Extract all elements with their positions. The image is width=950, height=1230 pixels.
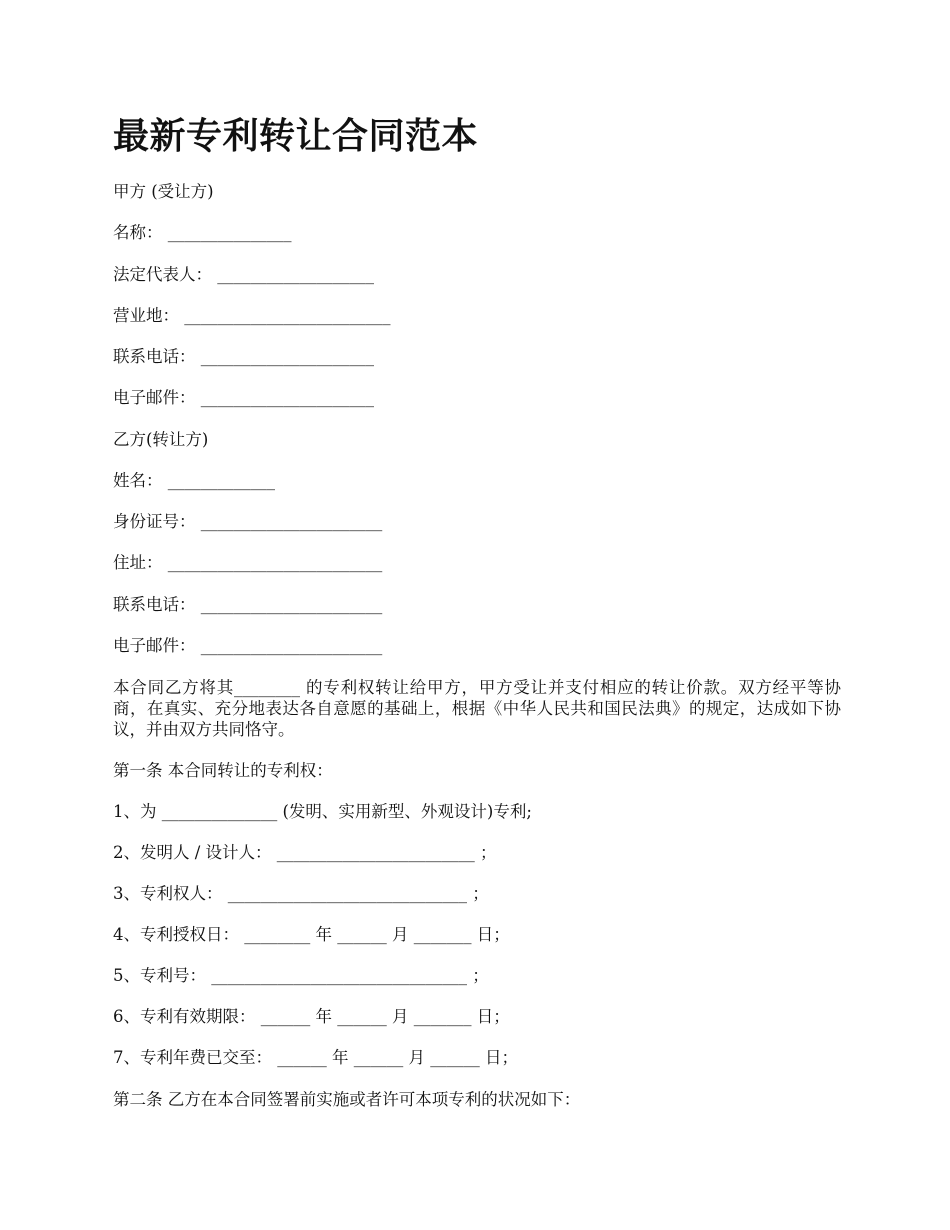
party-b-name-field: 姓名： _____________ (113, 471, 275, 490)
article-1-item: 6、专利有效期限： ______ 年 ______ 月 _______ 日； (113, 1007, 510, 1026)
party-a-email-field: 电子邮件： _____________________ (113, 388, 374, 407)
party-b-email-field: 电子邮件： ______________________ (113, 636, 383, 655)
article-1-item: 3、专利权人： _____________________________ ； (113, 884, 489, 903)
article-1-item: 7、专利年费已交至： ______ 年 ______ 月 ______ 日； (113, 1048, 518, 1067)
contract-preamble: 本合同乙方将其________ 的专利权转让给甲方，甲方受让并支付相应的转让价款。双方经平等协商，在真实、充分地表达各自意愿的基础上，根据《中华人民共和国民法典》的规定，达成如下协议，并由双方共同恪守。 (113, 678, 841, 739)
party-a-name-field: 名称： _______________ (113, 223, 292, 242)
party-b-address-field: 住址： __________________________ (113, 553, 383, 572)
party-a-business-address-field: 营业地： _________________________ (113, 306, 391, 325)
party-a-legal-rep-field: 法定代表人： ___________________ (113, 265, 374, 284)
article-1-item: 4、专利授权日： ________ 年 ______ 月 _______ 日； (113, 925, 510, 944)
article-1-item: 2、发明人 / 设计人： ________________________ ； (113, 843, 497, 862)
party-b-phone-field: 联系电话： ______________________ (113, 595, 383, 614)
party-b-id-number-field: 身份证号： ______________________ (113, 512, 383, 531)
party-a-phone-field: 联系电话： _____________________ (113, 347, 374, 366)
article-2-heading: 第二条 乙方在本合同签署前实施或者许可本项专利的状况如下： (113, 1090, 581, 1109)
article-1-item: 1、为 ______________ (发明、实用新型、外观设计)专利; (113, 802, 532, 821)
page-title: 最新专利转让合同范本 (113, 115, 479, 157)
party-b-heading: 乙方(转让方) (113, 430, 209, 449)
article-1-heading: 第一条 本合同转让的专利权： (113, 761, 333, 780)
article-1-item: 5、专利号： _______________________________ ； (113, 966, 489, 985)
party-a-heading: 甲方 (受让方) (113, 182, 214, 201)
